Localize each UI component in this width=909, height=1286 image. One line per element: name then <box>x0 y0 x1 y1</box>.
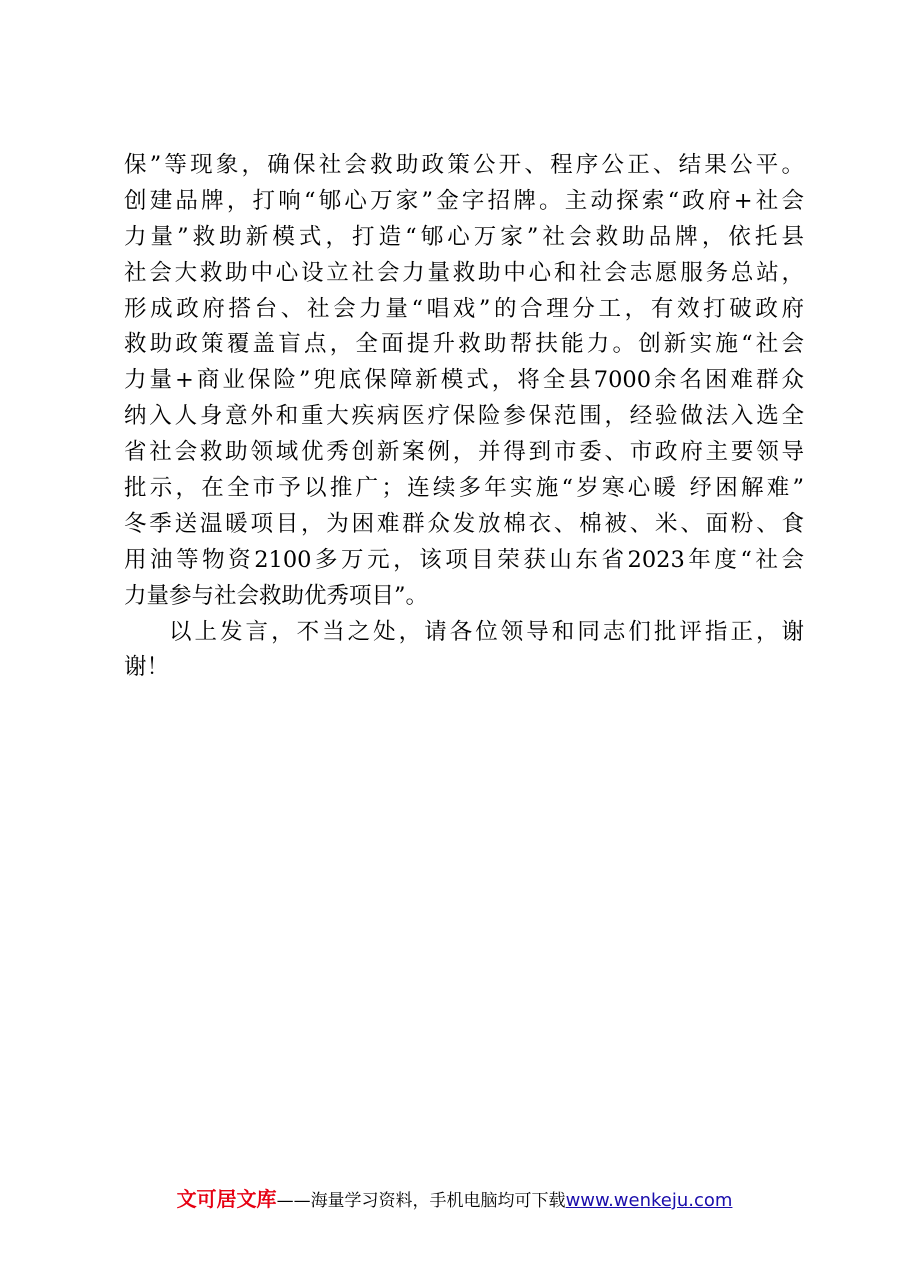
paragraph-line: 形成政府搭台、社会力量“唱戏”的合理分工，有效打破政府 <box>124 295 804 322</box>
paragraph-line: 批示，在全市予以推广；连续多年实施“岁寒心暖 纾困解难” <box>124 475 804 502</box>
paragraph-line: 冬季送温暖项目，为困难群众发放棉衣、棉被、米、面粉、食 <box>124 510 804 537</box>
paragraph-line: 力量参与社会救助优秀项目”。 <box>124 582 429 609</box>
website-link[interactable]: www.wenkeju.com <box>565 1190 733 1211</box>
footer-tagline: ——海量学习资料，手机电脑均可下载 <box>276 1191 566 1211</box>
brand-name: 文可居文库 <box>176 1187 277 1211</box>
paragraph-line: 纳入人身意外和重大疾病医疗保险参保范围，经验做法入选全 <box>124 403 804 430</box>
closing-paragraph-line: 以上发言，不当之处，请各位领导和同志们批评指正，谢 <box>169 618 804 645</box>
closing-paragraph-line: 谢！ <box>124 654 170 681</box>
paragraph-line: 社会大救助中心设立社会力量救助中心和社会志愿服务总站， <box>124 259 804 286</box>
paragraph-line: 用油等物资2100多万元，该项目荣获山东省2023年度“社会 <box>124 546 804 573</box>
paragraph-line: 省社会救助领域优秀创新案例，并得到市委、市政府主要领导 <box>124 439 804 466</box>
document-body <box>124 148 804 686</box>
footer-banner <box>0 1183 909 1212</box>
paragraph-line: 力量”救助新模式，打造“郇心万家”社会救助品牌，依托县 <box>124 223 804 250</box>
paragraph-line: 力量+商业保险”兜底保障新模式，将全县7000余名困难群众 <box>124 367 804 394</box>
paragraph-line: 救助政策覆盖盲点，全面提升救助帮扶能力。创新实施“社会 <box>124 331 804 358</box>
paragraph-line: 保”等现象，确保社会救助政策公开、程序公正、结果公平。 <box>124 152 804 178</box>
paragraph-line: 创建品牌，打响“郇心万家”金字招牌。主动探索“政府+社会 <box>124 187 804 214</box>
